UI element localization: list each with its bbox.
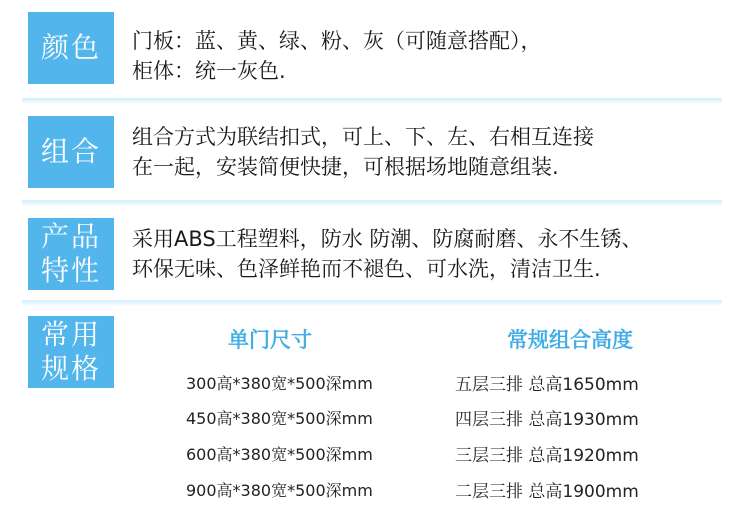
label-text: 规格 (40, 352, 101, 385)
height-row: 三层三排 总高1920mm (455, 446, 639, 466)
label-text: 特性 (40, 254, 101, 287)
height-row: 五层三排 总高1650mm (455, 375, 639, 395)
size-row: 900高*380宽*500深mm (186, 481, 373, 500)
label-text: 产品 (40, 220, 101, 253)
section-label-combination (28, 116, 114, 188)
label-text: 组合 (40, 135, 101, 168)
content-line: 环保无味、色泽鲜艳而不褪色、可水洗，清洁卫生. (132, 257, 601, 281)
content-line: 在一起，安装简便快捷，可根据场地随意组装. (132, 155, 559, 179)
single-door-size-title: 单门尺寸 (228, 328, 312, 352)
section-content-features (132, 224, 730, 284)
divider (22, 200, 722, 206)
content-line: 采用ABS工程塑料，防水 防潮、防腐耐磨、永不生锈、 (132, 227, 643, 251)
section-label-color (28, 12, 114, 84)
section-content-combination (132, 122, 730, 182)
label-text: 常用 (40, 318, 101, 351)
section-label-features (28, 218, 114, 290)
size-row: 300高*380宽*500深mm (186, 374, 373, 393)
divider (22, 98, 722, 104)
height-row: 二层三排 总高1900mm (455, 482, 639, 502)
height-row: 四层三排 总高1930mm (455, 410, 639, 430)
content-line: 柜体：统一灰色. (132, 59, 286, 83)
content-line: 组合方式为联结扣式，可上、下、左、右相互连接 (132, 125, 594, 149)
size-row: 450高*380宽*500深mm (186, 409, 373, 428)
section-content-color (132, 26, 730, 86)
label-text: 颜色 (40, 31, 101, 64)
content-line: 门板：蓝、黄、绿、粉、灰（可随意搭配）， (132, 29, 542, 53)
section-label-spec (28, 316, 114, 388)
divider (22, 300, 722, 306)
combo-height-title: 常规组合高度 (507, 328, 633, 352)
size-row: 600高*380宽*500深mm (186, 445, 373, 464)
